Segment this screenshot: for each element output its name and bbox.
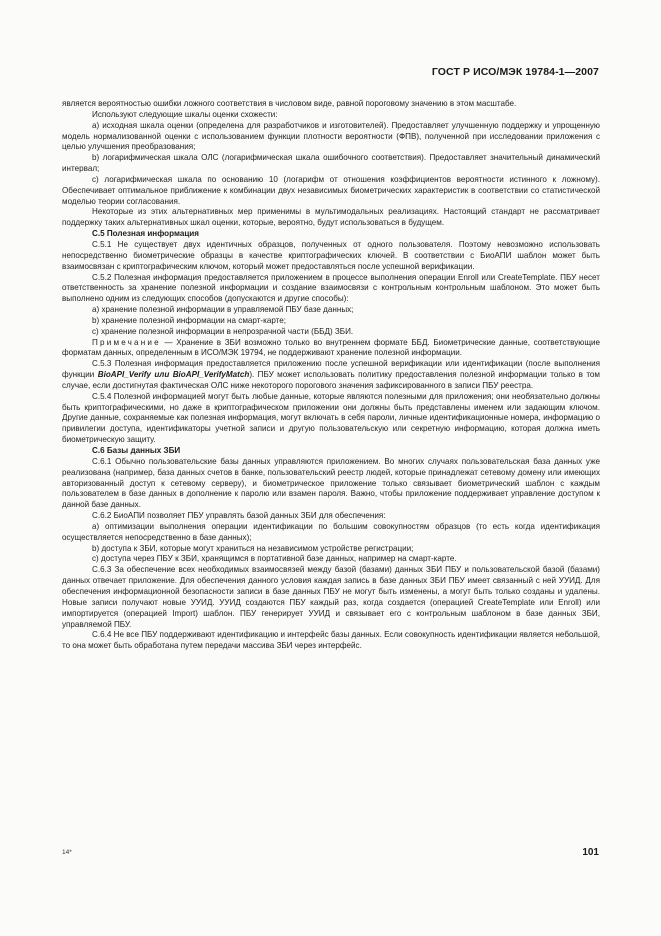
section-heading-c6: С.6 Базы данных ЗБИ bbox=[92, 446, 181, 455]
paragraph: С.6.1 Обычно пользовательские базы данных управляются приложением. Во многих случаях пользовательская база данных уже реализована (например, база данных счетов в банке, пользовательский реестр людей, которые принадлежат сетевому домену или имеющих авторизованный доступ к сетевому серверу), и биометрическое приложение только связывает биометрический шаблон с каждым пользователем в базе данных в дополнение к паролю или взамен пароля. Важно, чтобы приложение поддерживает управление доступом к данной базе данных. bbox=[62, 456, 600, 510]
list-item: b) доступа к ЗБИ, которые могут храниться на независимом устройстве регистрации; bbox=[92, 543, 414, 553]
section-heading-c5: С.5 Полезная информация bbox=[92, 229, 200, 239]
list-item: c) логарифмическая шкала по основанию 10 (логарифм от отношения коэффициентов вероятности истинного к ложному). Обеспечивает оптимальное приближение к комбинации двух независимых биометрических характеристик в соответствии со статистической моделью теории согласования. bbox=[62, 174, 600, 206]
footer-mark: 14* bbox=[62, 849, 72, 856]
paragraph: Используют следующие шкалы оценки схожести: bbox=[92, 109, 278, 119]
list-item: c) доступа через ПБУ к ЗБИ, хранящимся в портативной базе данных, например на смарт-карте. bbox=[92, 554, 457, 564]
list-item: a) хранение полезной информации в управляемой ПБУ базе данных; bbox=[92, 305, 354, 315]
text-run: или bbox=[150, 370, 173, 380]
text-run: С.5.3 Полезная информация предоставляется приложению после успешной верификации или идентификации (после выполнения функции bbox=[62, 359, 600, 380]
paragraph: С.5.4 Полезной информацией могут быть любые данные, которые являются полезными для приложения; они необязательно должны быть криптографическими, но даже в криптографическом приложении они должны быть представлены именем или задающим ключом. Другие данные, сохраняемые как полезная информация, могут включать в себя пароли, личные идентификационные номера, информацию о привилегии доступа, идентификаторы учетной записи и другую пользовательскую или секретную информацию, которая должна иметь биометрическую защиту. bbox=[62, 391, 600, 445]
list-item: a) оптимизации выполнения операции идентификации по большим совокупностям образцов (то есть когда идентификация осуществляется непосредственно в базе данных); bbox=[62, 521, 600, 542]
paragraph: является вероятностью ошибки ложного соответствия в числовом виде, равной пороговому значению в этом масштабе. bbox=[62, 99, 517, 108]
standard-header: ГОСТ Р ИСО/МЭК 19784-1—2007 bbox=[431, 66, 599, 78]
note bbox=[62, 338, 600, 360]
function-name: BioAPI_VerifyMatch bbox=[172, 370, 250, 380]
paragraph: С.6.2 БиоАПИ позволяет ПБУ управлять базой данных ЗБИ для обеспечения: bbox=[92, 511, 386, 521]
note-label: Примечание bbox=[92, 337, 161, 347]
note-text: — Хранение в ЗБИ возможно только во внутреннем формате ББД. Биометрические данные, соответствующие форматам данных, определенным в ИСО/МЭК 19794, не поддерживают хранение полезной информации. bbox=[62, 337, 600, 358]
list-item: b) хранение полезной информации на смарт-карте; bbox=[92, 315, 287, 325]
paragraph: С.5.2 Полезная информация предоставляется приложением в процессе выполнения операции Enroll или CreateTemplate. ПБУ несет ответственность за хранение полезной информации и создание взаимосвязи с контрольным контрольным шаблоном. Это может быть выполнено одним из следующих способов (допускаются и другие способы): bbox=[62, 272, 600, 304]
paragraph: С.6.4 Не все ПБУ поддерживают идентификацию и интерфейс базы данных. Если совокупность идентификации является небольшой, то она может быть обработана путем передачи массива ЗБИ через интерфейс. bbox=[62, 630, 600, 651]
list-item: a) исходная шкала оценки (определена для разработчиков и изготовителей). Предоставляет улучшенную поддержку и упрощенную модель нормализованной оценки с использованием функции плотности вероятности (ФПВ), полученной при исследовании приложения с целью улучшения преобразования; bbox=[62, 120, 600, 152]
paragraph: Некоторые из этих альтернативных мер применимы в мультимодальных реализациях. Настоящий стандарт не рассматривает поддержку таких альтернативных шкал оценки, которые, вероятно, будут использоваться в будущем. bbox=[62, 207, 600, 228]
function-name: BioAPI_Verify bbox=[97, 370, 151, 380]
paragraph bbox=[62, 359, 600, 392]
text-run: ). ПБУ может использовать политику предоставления полезной информации только в том случае, если достигнутая фактическая ОЛС ниже некоторого порогового значения зафиксированного в записи ПБУ реестра. bbox=[62, 370, 600, 390]
paragraph: С.6.3 За обеспечение всех необходимых взаимосвязей между базой (базами) данных ЗБИ ПБУ и пользовательской базой (базами) данных отвечает приложение. Для обеспечения данного условия каждая запись в базе данных ЗБИ ПБУ имеет связанный с ней УУИД. Для обеспечения информационной безопасности записи в базе данных ПБУ не могут быть изменены, а могут быть только созданы и удалены. Новые записи получают новые УУИД. УУИД создаются ПБУ каждый раз, когда создается (операцией CreateTemplate или Enroll) или импортируется (операцией Import) шаблон. ПБУ генерирует УУИД и связывает его с контрольным шаблоном в базе данных ЗБИ, управляемой ПБУ. bbox=[62, 565, 600, 629]
list-item: c) хранение полезной информации в непрозрачной части (ББД) ЗБИ. bbox=[92, 326, 354, 336]
page-number: 101 bbox=[582, 847, 599, 858]
document-body bbox=[62, 99, 600, 652]
list-item: b) логарифмическая шкала ОЛС (логарифмическая шкала ошибочного соответствия). Предоставляет значительный динамический интервал; bbox=[62, 153, 600, 174]
paragraph: С.5.1 Не существует двух идентичных образцов, полученных от одного пользователя. Поэтому невозможно использовать непосредственно биометрические образцы в качестве криптографических ключей. В соответствии с БиоАПИ шаблон может быть взаимосвязан с криптографическим ключом, который может предоставляться после успешной верификации. bbox=[62, 239, 600, 271]
